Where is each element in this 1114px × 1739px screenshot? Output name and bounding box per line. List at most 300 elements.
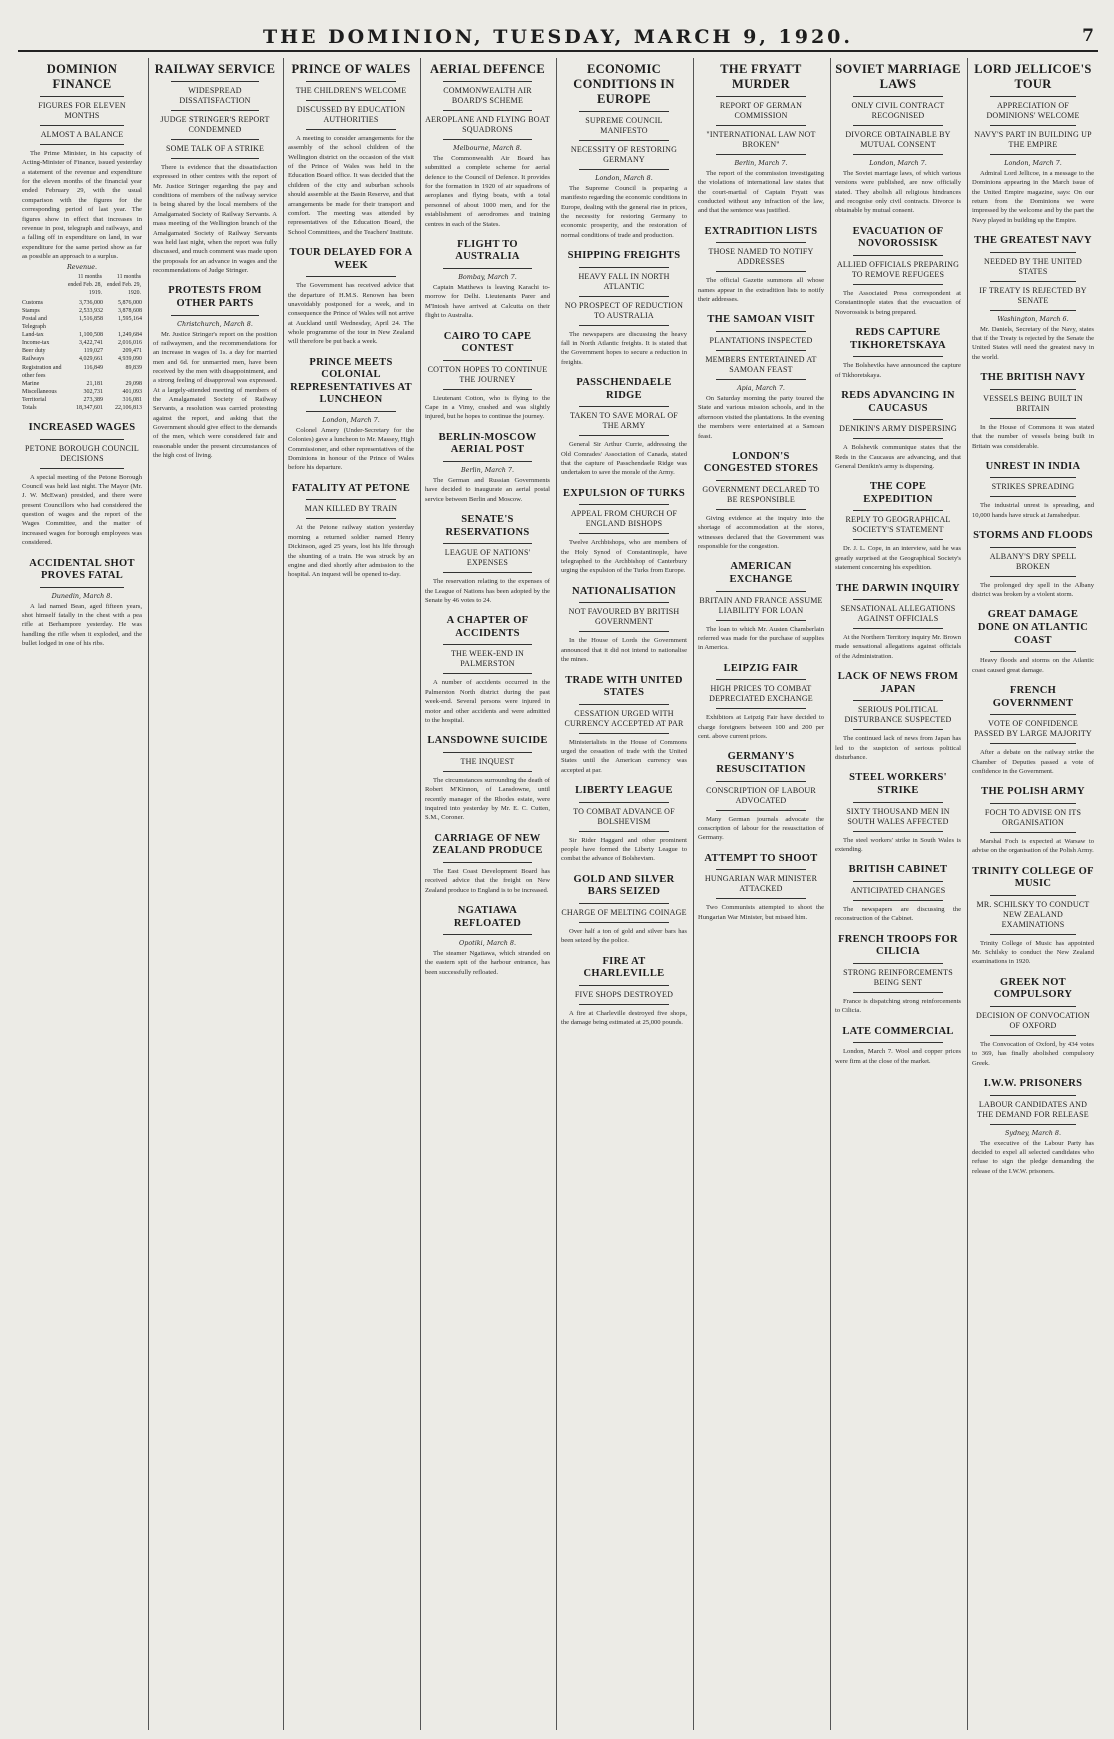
table-row [22, 364, 142, 380]
column-5 [556, 58, 691, 1730]
article-subhead: JUDGE STRINGER'S REPORT CONDEMNED [160, 115, 270, 134]
article-subhead: ALBANY'S DRY SPELL BROKEN [989, 551, 1077, 571]
headline-rule [853, 539, 943, 540]
article-headline: STEEL WORKERS' STRIKE [849, 772, 947, 797]
article-subhead: ALMOST A BALANCE [40, 130, 124, 139]
article-headline: FIRE AT CHARLEVILLE [583, 955, 665, 980]
headline-rule [579, 406, 669, 407]
article-body: A meeting to consider arrangements for the assembly of the school children of the Wellington district on the occasion of the visit of the Prince of Wales was held in the Education Board office. It was decided that the children of the city and suburban schools should assemble at the Basin Reserve, and that arrangements be made for their transport and comfort. The meeting was attended by representatives of the Education Board, the School Committees, and the Teachers' Institute. [288, 135, 414, 236]
headline-rule [40, 468, 124, 469]
article-subhead: SERIOUS POLITICAL DISTURBANCE SUSPECTED [844, 705, 952, 725]
article [835, 864, 961, 923]
article [425, 514, 550, 605]
headline-rule [990, 252, 1076, 253]
article [835, 327, 961, 380]
article-body: The Supreme Council is preparing a manifesto regarding the economic conditions in Europe, dealing with the general rise in prices, the necessity for restoring Germany to economic prosperity, and the restoration of normal conditions of trade and production. [561, 185, 687, 239]
headline-rule [990, 651, 1076, 652]
table-row-label: Income-tax [22, 340, 50, 347]
headline-rule [853, 599, 943, 600]
article-subhead: CONSCRIPTION OF LABOUR ADVOCATED [706, 785, 816, 805]
article-subhead: ANTICIPATED CHANGES [850, 885, 946, 895]
table-row-label: Marine [22, 380, 40, 387]
article-subhead: GOVERNMENT DECLARED TO BE RESPONSIBLE [702, 485, 820, 505]
headline-rule [40, 144, 124, 145]
article-headline: EXPULSION OF TURKS [562, 487, 686, 499]
table-cell: 3,736,000 [78, 299, 103, 306]
article-body: Colonel Amery (Under-Secretary for the Colonies) gave a luncheon to Mr. Massey, High Commissioner, and other representatives of the Dominions in honour of the Prince of Wales before his departure. [288, 427, 414, 472]
article-subhead: NEEDED BY THE UNITED STATES [984, 256, 1082, 276]
article-body: Over half a ton of gold and silver bars has been seized by the police. [561, 928, 687, 945]
article [425, 615, 550, 725]
article-subhead: NO PROSPECT OF REDUCTION TO AUSTRALIA [564, 300, 684, 320]
headline-rule [716, 591, 806, 592]
table-cell: 89,839 [125, 364, 142, 371]
article-subhead: DISCUSSED BY EDUCATION AUTHORITIES [296, 105, 406, 124]
headline-rule [716, 331, 806, 332]
article [972, 609, 1094, 675]
article [561, 377, 687, 478]
article [972, 530, 1094, 599]
headline-rule [443, 461, 532, 462]
article [425, 62, 550, 229]
headline-rule [853, 831, 943, 832]
table-cell: 1,595,164 [118, 315, 142, 322]
article-subhead: THOSE NAMED TO NOTIFY ADDRESSES [708, 247, 814, 267]
article-subhead: APPEAL FROM CHURCH OF ENGLAND BISHOPS [570, 509, 678, 529]
table-row [22, 299, 142, 307]
article-headline: THE COPE EXPEDITION [863, 481, 933, 505]
article [835, 934, 961, 1016]
headline-rule [716, 125, 806, 126]
article-headline: REDS CAPTURE TIKHORETSKAYA [850, 327, 946, 351]
article-body: The official Gazette summons all whose names appear in the extradition lists to notify their addresses. [698, 277, 824, 304]
article-subhead: LEAGUE OF NATIONS' EXPENSES [444, 548, 531, 568]
column-4 [420, 58, 554, 1730]
headline-rule [853, 700, 943, 701]
headline-rule [990, 1124, 1076, 1125]
table-row-label: Miscellaneous [22, 388, 57, 395]
headline-rule [306, 81, 396, 82]
headline-rule [853, 356, 943, 357]
headline-rule [40, 96, 124, 97]
article-body: The continued lack of news from Japan has led to the suspicion of serious political disturbance. [835, 735, 961, 762]
headline-rule [716, 620, 806, 621]
article-body: The newspapers are discussing the heavy fall in North Atlantic freights. It is stated that the Government hopes to secure a reduction in freights. [561, 330, 687, 366]
headline-rule [990, 281, 1076, 282]
article-headline: PROTESTS FROM OTHER PARTS [168, 285, 262, 309]
article-subhead: FIGURES FOR ELEVEN MONTHS [38, 101, 126, 120]
headline-rule [853, 510, 943, 511]
article [22, 62, 142, 412]
headline-rule [990, 1035, 1076, 1036]
table-total-label: Totals [22, 404, 37, 411]
article-body: Admiral Lord Jellicoe, in a message to the Dominions appearing in the March issue of the United Empire magazine, says: On our return from the Dominions we were impressed by the welcome and by the part the Navy played in building up the Empire. [972, 170, 1094, 224]
headline-rule [579, 985, 669, 986]
table-row-label: Registration and other fees [22, 364, 62, 379]
headline-rule [990, 832, 1076, 833]
article-dateline: London, March 8. [595, 174, 653, 182]
article-subhead: THE WEEK-END IN PALMERSTON [450, 649, 525, 669]
headline-rule [990, 154, 1076, 155]
headline-rule [443, 771, 532, 772]
article-dateline: Washington, March 6. [997, 314, 1069, 323]
article [835, 226, 961, 317]
article-headline: BRITISH CABINET [848, 864, 948, 876]
article-headline: LANSDOWNE SUICIDE [427, 735, 548, 747]
article-headline: ATTEMPT TO SHOOT [704, 852, 818, 864]
article-body: The Associated Press correspondent at Constantinople states that the evacuation of Novorossisk is being prepared. [835, 289, 961, 316]
table-total-value: 18,347,601 [75, 404, 103, 411]
column-3 [283, 58, 418, 1730]
article-headline: SENATE'S RESERVATIONS [445, 514, 530, 538]
article-headline: I.W.W. PRISONERS [983, 1078, 1083, 1090]
article-subhead: FOCH TO ADVISE ON ITS ORGANISATION [984, 807, 1082, 827]
article [561, 62, 687, 240]
headline-rule [443, 389, 532, 390]
article [561, 488, 687, 576]
article-subhead: HIGH PRICES TO COMBAT DEPRECIATED EXCHANGE [709, 684, 813, 704]
article-body: After a debate on the railway strike the Chamber of Deputies passed a vote of confidence in the Government. [972, 749, 1094, 775]
headline-rule [853, 438, 943, 439]
article-dateline: London, March 7. [322, 416, 380, 425]
article-body: The industrial unrest is spreading, and 10,000 hands have struck at Jamshedpur. [972, 502, 1094, 519]
article [698, 663, 824, 742]
article-headline: LEIPZIG FAIR [723, 662, 799, 674]
article-dateline: Sydney, March 8. [1004, 1128, 1062, 1137]
table-cell: 3,422,741 [78, 340, 103, 347]
article-body: The executive of the Labour Party has decided to expel all selected candidates who refuse to sign the pledge demanding the release of the I.W.W. prisoners. [972, 1139, 1094, 1175]
headline-rule [853, 96, 943, 97]
article-headline: THE SAMOAN VISIT [707, 314, 815, 326]
article-body: At the Petone railway station yesterday morning a returned soldier named Henry Dickinson, aged 25 years, lost his life through the shunting of a train. He was struck by an engine and died shortly after admission to the hospital. An inquest will be opened to-day. [288, 524, 414, 579]
table-row [22, 307, 142, 315]
headline-rule [990, 743, 1076, 744]
article-subhead: STRIKES SPREADING [991, 482, 1075, 492]
article-headline: A CHAPTER OF ACCIDENTS [446, 615, 529, 639]
article-subhead: TAKEN TO SAVE MORAL OF THE ARMY [570, 411, 678, 431]
headline-rule [579, 533, 669, 534]
headline-rule [443, 360, 532, 361]
table-row [22, 388, 142, 396]
article-subhead: WIDESPREAD DISSATISFACTION [179, 86, 251, 105]
table-row-label: Territorial [22, 396, 47, 403]
article [288, 247, 414, 347]
article-subhead: DECISION OF CONVOCATION OF OXFORD [976, 1011, 1090, 1031]
article-headline: STORMS AND FLOODS [973, 530, 1093, 542]
article-subhead: BRITAIN AND FRANCE ASSUME LIABILITY FOR LOAN [699, 595, 823, 615]
article-body: On Saturday morning the party toured the State and various mission schools, and in the afternoon visited the plantations. In the evening the members were entertained at a Samoan feast. [698, 395, 824, 440]
article-body: The East Coast Development Board has received advice that the freight on New Zealand produce to England is to be increased. [425, 867, 550, 894]
masthead-title: THE DOMINION, TUESDAY, MARCH 9, 1920. [262, 26, 854, 48]
article-headline: LONDON'S CONGESTED STORES [703, 450, 819, 475]
article [22, 558, 142, 649]
headline-rule [171, 139, 259, 140]
table-total-value: 22,106,813 [115, 404, 142, 411]
headline-rule [853, 992, 943, 993]
article-body: In the House of Lords the Government announced that it did not intend to nationalise the mines. [561, 637, 687, 664]
table-header [22, 273, 64, 298]
article-headline: PRINCE OF WALES [291, 62, 411, 76]
article-body: General Sir Arthur Currie, addressing the Old Comrades' Association of Canada, stated that the capture of Passchendaele Ridge was undertaken to save the morale of the Army. [561, 441, 687, 477]
article [698, 226, 824, 305]
article-dateline: Dunedin, March 8. [51, 591, 113, 600]
article [835, 62, 961, 216]
article [835, 772, 961, 854]
article-headline: ACCIDENTAL SHOT PROVES FATAL [29, 557, 135, 582]
headline-rule [579, 903, 669, 904]
article-subhead: MAN KILLED BY TRAIN [304, 504, 398, 514]
headline-rule [716, 898, 806, 899]
headline-rule [306, 518, 396, 519]
table-cell: 4,939,090 [118, 356, 142, 363]
article-body: Captain Matthews is leaving Karachi to-morrow for Delhi. Lieutenants Parer and M'Intosh have arrived at Calcutta on their flight to Australia. [425, 284, 550, 320]
headline-rule [306, 499, 396, 500]
headline-rule [716, 679, 806, 680]
table-total-row [22, 404, 142, 412]
headline-rule [990, 1006, 1076, 1007]
article-headline: SHIPPING FREIGHTS [567, 250, 681, 262]
article-subhead: SOME TALK OF A STRIKE [165, 144, 265, 153]
article-headline: LORD JELLICOE'S TOUR [974, 62, 1092, 91]
article [972, 866, 1094, 967]
table-cell: 1,516,858 [78, 315, 103, 322]
article-subhead: SIXTY THOUSAND MEN IN SOUTH WALES AFFECTED [846, 806, 950, 826]
article-subhead: REPLY TO GEOGRAPHICAL SOCIETY'S STATEMENT [845, 515, 951, 535]
table-row [22, 355, 142, 363]
headline-rule [579, 111, 669, 112]
article-subhead: AEROPLANE AND FLYING BOAT SQUADRONS [425, 115, 550, 134]
headline-rule [306, 411, 396, 412]
article [698, 853, 824, 922]
article-headline: GOLD AND SILVER BARS SEIZED [573, 873, 675, 898]
table-row-label: Land-tax [22, 332, 44, 339]
table-header: 11 months ended Feb. 29, 1920. [106, 274, 141, 296]
article-body: At the Northern Territory inquiry Mr. Brown made sensational allegations against officials of the Administration. [835, 634, 961, 660]
table-cell: 2,016,016 [118, 340, 142, 347]
article-body: The circumstances surrounding the death of Robert M'Kinnon, of Lansdowne, until recently manager of the Rhodes estate, were inquired into yesterday by Mr. E. C. Cutten, S.M., Coroner. [425, 776, 550, 822]
headline-rule [579, 922, 669, 923]
article-body: Twelve Archbishops, who are members of the Holy Synod of Constantinople, have telegraphed to the Archbishop of Canterbury urging the expulsion of the Turks from Europe. [561, 539, 687, 575]
table-row-label: Customs [22, 299, 44, 306]
article-subhead: LABOUR CANDIDATES AND THE DEMAND FOR RELEASE [977, 1099, 1089, 1119]
article-subhead: DIVORCE OBTAINABLE BY MUTUAL CONSENT [845, 130, 951, 149]
table-cell: 116,849 [83, 364, 103, 371]
article-subhead: THE INQUEST [460, 756, 515, 766]
table-cell: 3,878,608 [118, 307, 142, 314]
headline-rule [716, 869, 806, 870]
headline-rule [579, 733, 669, 734]
article-dateline: Christchurch, March 8. [177, 319, 253, 328]
headline-rule [579, 802, 669, 803]
table-row [22, 339, 142, 347]
article-body: The Prime Minister, in his capacity of Acting-Minister of Finance, issued yesterday a statement of the revenue and expenditure for the eleven months of the financial year ended February 29, with the usual comparison with the figures for the corresponding period of last year. The figures show in effect that increases in revenue in post, telegraph and railways, and a falling off in expenditure on land, in war expenditure for the same period show as far as possible an approach to a surplus. [22, 150, 142, 260]
headline-rule [716, 379, 806, 380]
table-cell: 2,533,932 [78, 307, 103, 314]
headline-rule [171, 110, 259, 111]
table-cell: 273,389 [83, 396, 103, 403]
article-body: A fire at Charleville destroyed five shops, the damage being estimated at 25,000 pounds. [561, 1009, 687, 1027]
article-subhead: IF TREATY IS REJECTED BY SENATE [979, 285, 1087, 305]
article-headline: THE GREATEST NAVY [974, 235, 1092, 247]
article [561, 250, 687, 367]
article-subhead: VOTE OF CONFIDENCE PASSED BY LARGE MAJORITY [974, 719, 1092, 739]
table-cell: 21,181 [86, 380, 103, 387]
headline-rule [171, 81, 259, 82]
article [972, 461, 1094, 520]
article [561, 785, 687, 864]
article-subhead: FIVE SHOPS DESTROYED [574, 989, 674, 999]
table-row [22, 315, 142, 331]
article-headline: NATIONALISATION [572, 585, 676, 597]
article-dateline: Berlin, March 7. [460, 465, 515, 474]
article-subhead: HEAVY FALL IN NORTH ATLANTIC [578, 271, 670, 291]
headline-rule [853, 284, 943, 285]
column-7 [830, 58, 965, 1730]
article-body: The report of the commission investigating the violations of international law states that the court-martial of Captain Fryatt was conducted without any infraction of the law, and that the sentence was justified. [698, 170, 824, 215]
article-dateline: London, March 7. [869, 159, 927, 167]
headline-rule [579, 435, 669, 436]
table-header-row [22, 273, 142, 298]
table-cell: 4,029,661 [78, 356, 103, 363]
article [972, 62, 1094, 225]
headline-rule [579, 631, 669, 632]
article-headline: ECONOMIC CONDITIONS IN EUROPE [573, 62, 675, 106]
article-headline: TRADE WITH UNITED STATES [565, 674, 683, 699]
article-body: A number of accidents occurred in the Palmerston North district during the past week-end. Several persons were injured in motor and other accidents and were admitted to the hospital. [425, 679, 550, 724]
table-row [22, 396, 142, 404]
headline-rule [990, 934, 1076, 935]
article-subhead: ALLIED OFFICIALS PREPARING TO REMOVE REFUGEES [836, 259, 960, 279]
headline-rule [853, 628, 943, 629]
headline-rule [443, 110, 532, 111]
table-header: 11 months ended Feb. 28, 1919. [67, 274, 102, 296]
article-body: Heavy floods and storms on the Atlantic coast caused great damage. [972, 657, 1094, 674]
article-headline: FLIGHT TO AUSTRALIA [455, 238, 520, 263]
article-body: London, March 7. Wool and copper prices were firm at the close of the market. [835, 1048, 961, 1065]
article-body: Dr. J. L. Cope, in an interview, said he was greatly surprised at the Geographical Society's statement concerning his expedition. [835, 545, 961, 572]
article-headline: REDS ADVANCING IN CAUCASUS [841, 389, 955, 414]
article-headline: THE BRITISH NAVY [980, 372, 1086, 384]
article-subhead: ONLY CIVIL CONTRACT RECOGNISED [851, 101, 945, 120]
article-body: There is evidence that the dissatisfaction expressed in other centres with the report of Mr. Justice Stringer regarding the pay and conditions of members of the railway service is being shared by the local members of the Amalgamated Society of Railway Servants. A mass meeting of the Wellington branch of the Amalgamated Society of Railway Servants was held last night, when the report was fully discussed, and much comment was made upon the proposals for an advance in wages and the recommendations of Judge Stringer. [153, 164, 277, 274]
article-headline: FRENCH GOVERNMENT [992, 684, 1074, 709]
article-dateline: Berlin, March 7. [734, 159, 788, 167]
table-row-label: Beer duty [22, 348, 46, 355]
revenue-table [22, 273, 142, 412]
article-dateline: London, March 7. [1004, 159, 1062, 167]
article [561, 956, 687, 1028]
article [835, 583, 961, 662]
column-2 [148, 58, 281, 1730]
article-body: Many German journals advocate the conscription of labour for the resuscitation of Germany. [698, 815, 824, 842]
article [835, 390, 961, 471]
headline-rule [853, 802, 943, 803]
headline-rule [990, 418, 1076, 419]
article-body: France is dispatching strong reinforcements to Cilicia. [835, 997, 961, 1015]
headline-rule [716, 480, 806, 481]
article-subhead: CHARGE OF MELTING COINAGE [561, 908, 687, 917]
article-dateline: Melbourne, March 8. [453, 144, 522, 152]
headline-rule [443, 673, 532, 674]
headline-rule [579, 267, 669, 268]
article [288, 62, 414, 237]
table-title: Revenue. [66, 263, 98, 272]
article-headline: CAIRO TO CAPE CONTEST [443, 330, 532, 355]
article-subhead: "INTERNATIONAL LAW NOT BROKEN" [706, 130, 816, 149]
article-subhead: THE CHILDREN'S WELCOME [295, 86, 407, 95]
article [835, 1026, 961, 1066]
article-headline: INCREASED WAGES [28, 422, 136, 434]
headline-rule [990, 576, 1076, 577]
headline-rule [990, 496, 1076, 497]
article [972, 977, 1094, 1068]
article [22, 422, 142, 547]
article-subhead: NOT FAVOURED BY BRITISH GOVERNMENT [568, 607, 680, 627]
article-headline: DOMINION FINANCE [46, 62, 118, 91]
article-body: The German and Russian Governments have decided to inaugurate an aerial postal service between Berlin and Moscow. [425, 476, 550, 503]
article [972, 685, 1094, 776]
table-row-label: Stamps [22, 307, 40, 314]
column-6 [693, 58, 828, 1730]
table-cell: 302,731 [83, 388, 103, 395]
headline-rule [853, 255, 943, 256]
article-headline: PASSCHENDAELE RIDGE [576, 377, 672, 401]
article-body: The Bolsheviks have announced the capture of Tikhoretskaya. [835, 362, 961, 379]
article-subhead: PLANTATIONS INSPECTED [709, 336, 813, 346]
article-subhead: APPRECIATION OF DOMINIONS' WELCOME [986, 101, 1080, 120]
article-headline: THE DARWIN INQUIRY [836, 582, 960, 594]
headline-rule [443, 644, 532, 645]
headline-rule [579, 1004, 669, 1005]
article-body: Marshal Foch is expected at Warsaw to advise on the organisation of the Polish Army. [972, 837, 1094, 855]
article [972, 786, 1094, 855]
headline-rule [443, 934, 532, 935]
article-dateline: Bombay, March 7. [458, 273, 517, 282]
article-headline: LIBERTY LEAGUE [575, 785, 673, 797]
masthead [18, 26, 1098, 52]
article-dateline: Apia, March 7. [737, 384, 785, 393]
article-body: The newspapers are discussing the reconstruction of the Cabinet. [835, 905, 961, 923]
article-headline: THE FRYATT MURDER [720, 62, 802, 91]
column-1 [18, 58, 146, 1730]
table-row [22, 331, 142, 339]
headline-rule [716, 350, 806, 351]
article [425, 239, 550, 321]
headline-rule [853, 729, 943, 730]
article-body: Trinity College of Music has appointed Mr. Schilsky to conduct the New Zealand examinations in 1920. [972, 939, 1094, 966]
headline-rule [579, 602, 669, 603]
article-body: The Soviet marriage laws, of which various versions were published, are now officially stated. They abolish all religious hindrances and recognise only civil contracts. Divorce is obtainable by mutual consent. [835, 170, 961, 215]
article-body: Giving evidence at the inquiry into the shortage of accommodation at the stores, witnesses declared that the Government was responsible for the congestion. [698, 515, 824, 551]
table-cell: 5,876,000 [118, 299, 142, 306]
article-headline: AMERICAN EXCHANGE [729, 561, 793, 586]
article-headline: FRENCH TROOPS FOR CILICIA [838, 933, 958, 958]
headline-rule [716, 708, 806, 709]
article [698, 751, 824, 842]
headline-rule [579, 169, 669, 170]
article-headline: UNREST IN INDIA [985, 460, 1081, 472]
article-headline: GERMANY'S RESUSCITATION [716, 751, 806, 776]
article-headline: THE POLISH ARMY [981, 786, 1085, 798]
article [288, 357, 414, 473]
article-body: Two Communists attempted to shoot the Hungarian War Minister, but missed him. [698, 904, 824, 921]
headline-rule [716, 509, 806, 510]
article [698, 561, 824, 652]
article-headline: SOVIET MARRIAGE LAWS [835, 62, 961, 91]
headline-rule [443, 572, 532, 573]
headline-rule [40, 439, 124, 440]
article-subhead: VESSELS BEING BUILT IN BRITAIN [983, 393, 1083, 413]
